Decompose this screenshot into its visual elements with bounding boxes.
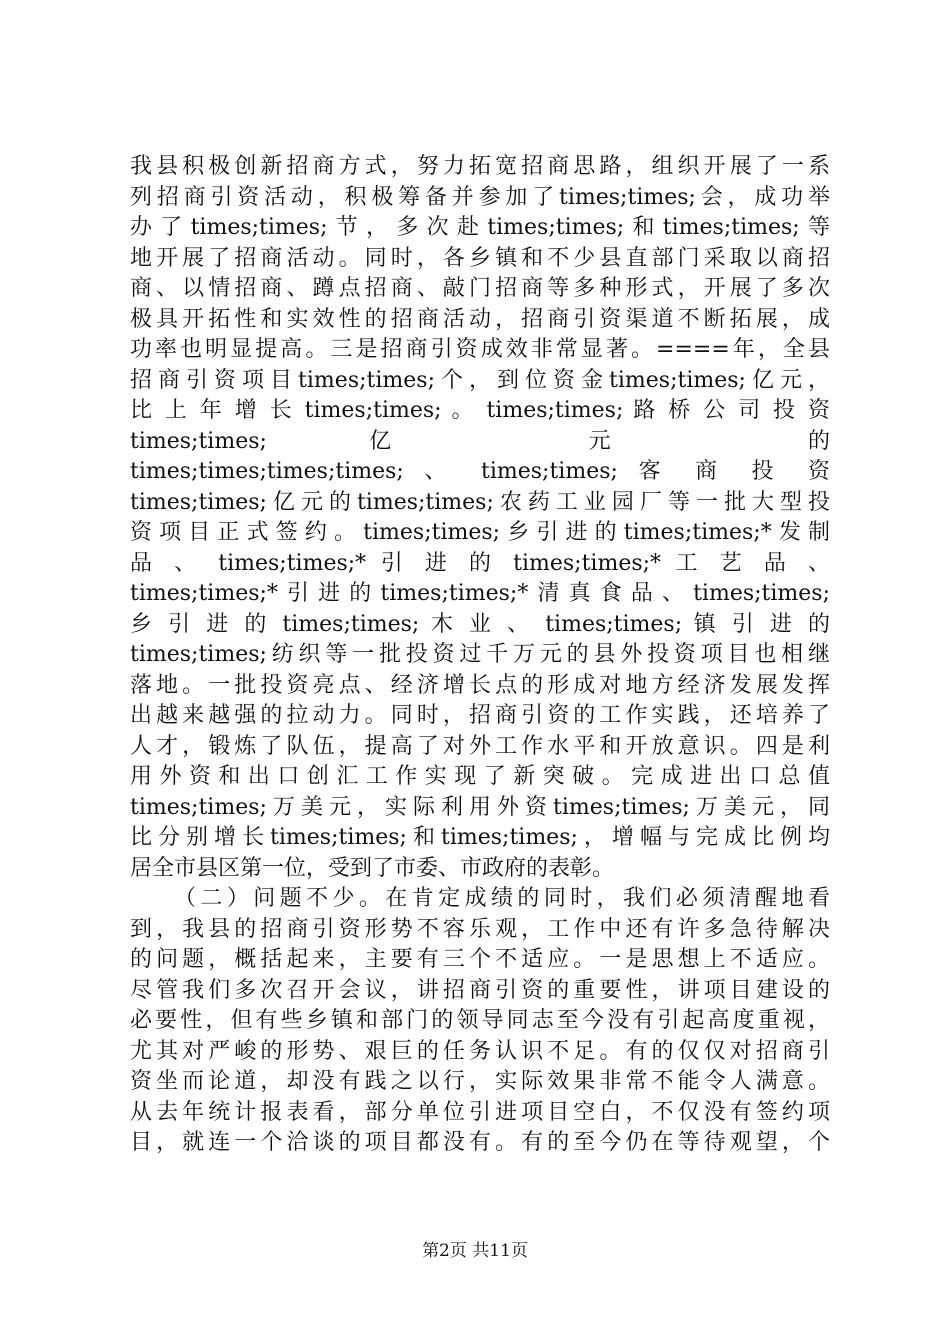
text-line: 品 、 times;times;* 引 进 的 times;times;* 工 艺 品 、 (130, 550, 830, 576)
text-line: 办了times;times;节，多次赴times;times;和times;times;等 (130, 215, 830, 240)
text-line: 居全市县区第一位，受到了市委、市政府的表彰。 (130, 855, 615, 881)
text-line: times;times; 亿 元 的 (130, 428, 830, 454)
page-number: 第2页 共11页 (422, 1241, 528, 1261)
text-line: times;times;*引进的times;times;*清真食品、times;times; (130, 581, 830, 606)
text-line: 功率也明显提高。三是招商引资成效非常显著。====年，全县 (130, 337, 830, 362)
text-line: 的问题，概括起来，主要有三个不适应。一是思想上不适应。 (130, 947, 830, 972)
text-line: times;times;万美元，实际利用外资times;times;万美元，同 (130, 794, 830, 820)
page-footer (0, 1236, 950, 1261)
text-line: 到，我县的招商引资形势不容乐观，工作中还有许多急待解决 (130, 916, 830, 942)
text-line: 商、以情招商、蹲点招商、敲门招商等多种形式，开展了多次 (130, 276, 830, 301)
text-line: 地开展了招商活动。同时，各乡镇和不少县直部门采取以商招 (130, 245, 830, 271)
text-line: times;times;纺织等一批投资过千万元的县外投资项目也相继 (130, 642, 830, 667)
text-line: 落地。一批投资亮点、经济增长点的形成对地方经济发展发挥 (130, 672, 830, 698)
text-line: 必要性，但有些乡镇和部门的领导同志至今没有引起高度重视， (130, 1008, 830, 1033)
text-line: 尽管我们多次召开会议，讲招商引资的重要性，讲项目建设的 (130, 977, 830, 1003)
text-line: 用外资和出口创汇工作实现了新突破。完成进出口总值 (130, 764, 830, 789)
document-body (130, 152, 830, 1159)
text-line: 从去年统计报表看，部分单位引进项目空白，不仅没有签约项 (130, 1099, 830, 1125)
text-line: 比 上 年 增 长 times;times; 。 times;times; 路 桥 公 司 投 资 (130, 398, 830, 423)
text-line: 比分别增长times;times;和times;times;，增幅与完成比例均 (130, 825, 830, 850)
text-line: 目，就连一个洽谈的项目都没有。有的至今仍在等待观望，个 (130, 1130, 830, 1155)
text-line: 我县积极创新招商方式，努力拓宽招商思路，组织开展了一系 (130, 154, 830, 179)
text-line: （二）问题不少。在肯定成绩的同时，我们必须清醒地看 (174, 886, 830, 911)
text-line: 资项目正式签约。times;times;乡引进的times;times;*发制 (130, 520, 830, 545)
text-line: 列招商引资活动，积极筹备并参加了times;times;会，成功举 (130, 184, 830, 210)
text-line: 乡 引 进 的 times;times; 木 业 、 times;times; 镇 引 进 的 (130, 611, 830, 637)
text-line: 极具开拓性和实效性的招商活动，招商引资渠道不断拓展，成 (130, 306, 830, 332)
text-line: 招商引资项目times;times;个，到位资金times;times;亿元， (130, 367, 830, 393)
text-line: 资坐而论道，却没有践之以行，实际效果非常不能令人满意。 (130, 1069, 830, 1094)
text-line: 出越来越强的拉动力。同时，招商引资的工作实践，还培养了 (130, 703, 830, 728)
text-line: times;times;times;times; 、 times;times; 客 商 投 资 (130, 459, 830, 484)
text-line: times;times;亿元的times;times;农药工业园厂等一批大型投 (130, 489, 830, 515)
text-line: 人才，锻炼了队伍，提高了对外工作水平和开放意识。四是利 (130, 733, 830, 759)
text-line: 尤其对严峻的形势、艰巨的任务认识不足。有的仅仅对招商引 (130, 1038, 830, 1064)
